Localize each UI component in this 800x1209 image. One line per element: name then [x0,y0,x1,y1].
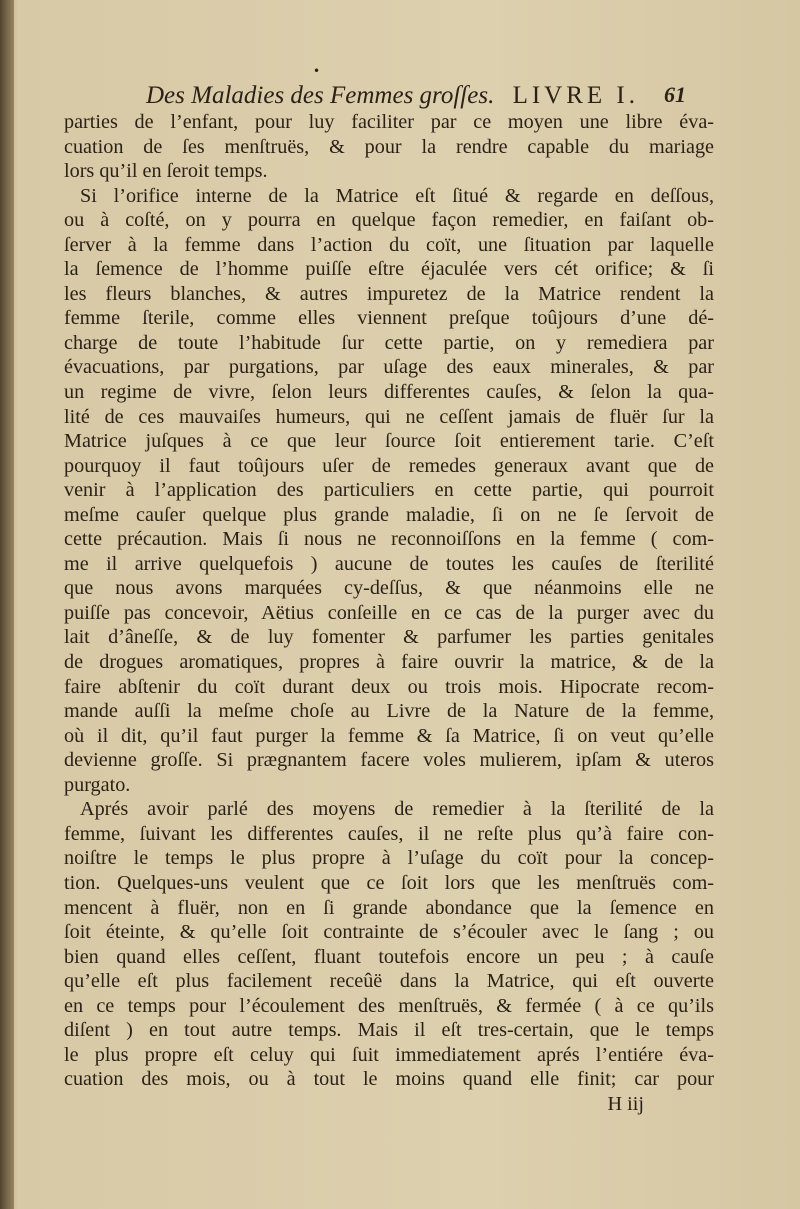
text-line: les fleurs blanches, & autres impuretez de la Matrice rendent la [64,282,714,305]
page-number: 61 [664,82,686,107]
text-line: cuation des mois, ou à tout le moins quand elle finit; car pour [64,1068,714,1091]
text-line: femme, ſuivant les differentes cauſes, il ne reſte plus qu’à faire con- [64,822,714,845]
text-line: tion. Quelques-uns veulent que ce ſoit lors que les menſtruës com- [64,871,714,894]
text-line: lait d’âneſſe, & de luy fomenter & parfumer les parties genitales [64,626,714,649]
text-line: devienne groſſe. Si prægnantem facere voles mulierem, ipſam & uteros [64,749,714,772]
text-line: faire abſtenir du coït durant deux ou trois mois. Hipocrate recom- [64,675,714,698]
text-line: venir à l’application des particuliers en cette partie, qui pourroit [64,479,714,502]
text-line: diſent ) en tout autre temps. Mais il eſt tres-certain, que le temps [64,1019,714,1042]
text-line: meſme cauſer quelque plus grande maladie, ſi on ne ſe ſervoit de [64,503,714,526]
text-line: femme ſterile, comme elles viennent preſque toûjours d’une dé- [64,307,714,330]
text-line: ſerver à la femme dans l’action du coït, une ſituation par laquelle [64,233,714,256]
text-line: en ce temps pour l’écoulement des menſtruës, & fermée ( à ce qu’ils [64,994,714,1017]
text-line: parties de l’enfant, pour luy faciliter par ce moyen une libre éva- [64,111,714,133]
text-line: bien quand elles ceſſent, fluant toutefois encore un peu ; à cauſe [64,945,714,968]
text-line: mencent à fluër, non en ſi grande abondance que la ſemence en [64,896,714,919]
text-line: ou à coſté, on y pourra en quelque façon remedier, en faiſant ob- [64,209,714,232]
body-text [64,110,714,1116]
text-line: lité de ces mauvaiſes humeurs, qui ne ceſſent jamais de fluër ſur la [64,405,714,428]
text-line: mande auſſi la meſme choſe au Livre de la Nature de la femme, [64,700,714,723]
text-line: cuation de ſes menſtruës, & pour la rendre capable du mariage [64,135,714,158]
text-line: purgato. [64,773,131,796]
text-line: que nous avons marquées cy-deſſus, & que néanmoins elle ne [64,577,714,600]
text-line: Aprés avoir parlé des moyens de remedier à la ſterilité de la [80,798,714,821]
text-line: me il arrive quelquefois ) aucune de toutes les cauſes de ſterilité [64,552,714,575]
text-line: un regime de vivre, ſelon leurs differentes cauſes, & ſelon la qua- [64,381,714,404]
text-line: où il dit, qu’il faut purger la femme & ſa Matrice, ſi on veut qu’elle [64,724,714,747]
running-header [146,82,686,112]
text-line: puiſſe pas concevoir, Aëtius conſeille en ce cas de la purger avec du [64,601,714,624]
text-line: cette précaution. Mais ſi nous ne reconnoiſſons en la femme ( com- [64,528,714,551]
text-line: le plus propre eſt celuy qui ſuit immediatement aprés l’entiére éva- [64,1043,714,1066]
text-line: ſoit éteinte, & qu’elle ſoit contrainte de s’écouler avec le ſang ; ou [64,921,714,944]
text-line: lors qu’il en ſeroit temps. [64,160,268,183]
text-line: noiſtre le temps le plus propre à l’uſage du coït pour la concep- [64,847,714,870]
text-line: qu’elle eſt plus facilement receûë dans la Matrice, qui eſt ouverte [64,970,714,993]
text-line: Si l’orifice interne de la Matrice eſt ſitué & regarde en deſſous, [80,184,714,207]
text-line: charge de toute l’habitude ſur cette partie, on y remediera par [64,331,714,354]
text-line: la ſemence de l’homme puiſſe eſtre éjaculée vers cét orifice; & ſi [64,258,714,281]
running-title: Des Maladies des Femmes groſſes. [146,82,495,109]
text-line: de drogues aromatiques, propres à faire ouvrir la matrice, & de la [64,651,714,674]
text-line: Matrice juſques à ce que leur ſource ſoit entierement tarie. C’eſt [64,430,714,453]
signature-mark: H iij [607,1092,644,1115]
text-line: évacuations, par purgations, par uſage des eaux minerales, & par [64,356,714,379]
ink-dot: • [313,64,321,78]
text-line: pourquoy il faut toûjours uſer de remedes generaux avant que de [64,454,714,477]
page-gutter-edge [0,0,14,1209]
book-number: LIVRE I. [512,82,639,109]
